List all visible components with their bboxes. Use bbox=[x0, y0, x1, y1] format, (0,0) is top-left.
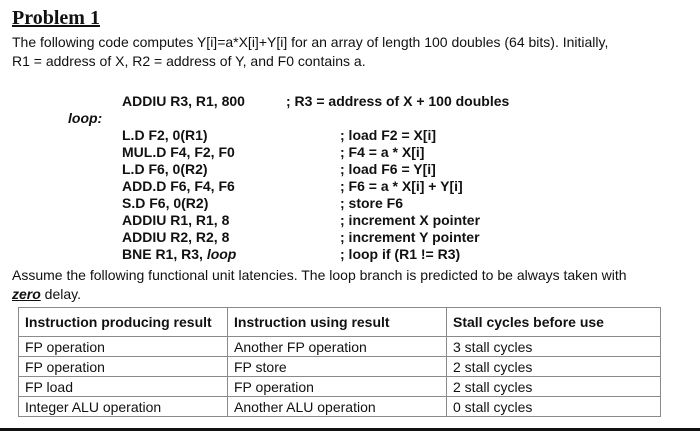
branch-instruction: BNE R1, R3, bbox=[122, 246, 207, 262]
cell-producing: FP operation bbox=[19, 357, 228, 377]
intro-line-1: The following code computes Y[i]=a*X[i]+Y[i] for an array of length 100 doubles (64 bits). Initially, bbox=[12, 34, 609, 50]
cell-producing: FP operation bbox=[19, 337, 228, 357]
code-line-instr bbox=[122, 246, 236, 263]
code-line-comment: ; F4 = a * X[i] bbox=[340, 144, 425, 160]
problem-intro bbox=[12, 33, 688, 71]
assumption-line-2-rest: delay. bbox=[40, 286, 82, 302]
cell-producing: FP load bbox=[19, 377, 228, 397]
branch-target-label: loop bbox=[206, 246, 237, 262]
code-line-instr: MUL.D F4, F2, F0 bbox=[122, 144, 235, 160]
table-row bbox=[19, 357, 661, 377]
cell-using: FP store bbox=[228, 357, 447, 377]
problem-title: Problem 1 bbox=[12, 7, 100, 29]
code-line-comment: ; load F6 = Y[i] bbox=[340, 161, 436, 177]
table-header-row bbox=[19, 308, 661, 337]
table-row bbox=[19, 377, 661, 397]
cell-using: FP operation bbox=[228, 377, 447, 397]
column-header-stall: Stall cycles before use bbox=[447, 308, 661, 337]
cell-stall: 2 stall cycles bbox=[447, 377, 661, 397]
code-line-instr: L.D F6, 0(R2) bbox=[122, 161, 208, 177]
setup-instruction: ADDIU R3, R1, 800 bbox=[122, 93, 245, 109]
code-line-instr: ADDIU R2, R2, 8 bbox=[122, 229, 230, 245]
code-line-instr: S.D F6, 0(R2) bbox=[122, 195, 209, 211]
code-line-comment: ; load F2 = X[i] bbox=[340, 127, 437, 143]
cell-using: Another FP operation bbox=[228, 337, 447, 357]
code-line-comment: ; F6 = a * X[i] + Y[i] bbox=[340, 178, 463, 194]
zero-emphasis: zero bbox=[12, 286, 41, 302]
latency-table bbox=[18, 307, 661, 417]
loop-label: loop: bbox=[68, 110, 103, 126]
column-header-producing: Instruction producing result bbox=[19, 308, 228, 337]
code-line-instr: ADD.D F6, F4, F6 bbox=[122, 178, 235, 194]
cell-stall: 3 stall cycles bbox=[447, 337, 661, 357]
column-header-using: Instruction using result bbox=[228, 308, 447, 337]
setup-comment: ; R3 = address of X + 100 doubles bbox=[286, 93, 510, 109]
table-row bbox=[19, 397, 661, 417]
assumption-line-1: Assume the following functional unit latencies. The loop branch is predicted to be always taken with bbox=[12, 267, 627, 283]
cell-producing: Integer ALU operation bbox=[19, 397, 228, 417]
code-line-comment: ; increment X pointer bbox=[340, 212, 481, 228]
assumption-line-2 bbox=[12, 285, 627, 304]
code-line-instr: L.D F2, 0(R1) bbox=[122, 127, 208, 143]
cell-using: Another ALU operation bbox=[228, 397, 447, 417]
code-line-instr: ADDIU R1, R1, 8 bbox=[122, 212, 230, 228]
code-line-comment: ; store F6 bbox=[340, 195, 404, 211]
code-line-comment: ; loop if (R1 != R3) bbox=[340, 246, 461, 262]
table-row bbox=[19, 337, 661, 357]
cell-stall: 0 stall cycles bbox=[447, 397, 661, 417]
intro-line-2: R1 = address of X, R2 = address of Y, and F0 contains a. bbox=[12, 53, 366, 69]
page-bottom-divider bbox=[0, 428, 700, 431]
code-line-comment: ; increment Y pointer bbox=[340, 229, 480, 245]
cell-stall: 2 stall cycles bbox=[447, 357, 661, 377]
assumption-text bbox=[12, 266, 627, 304]
